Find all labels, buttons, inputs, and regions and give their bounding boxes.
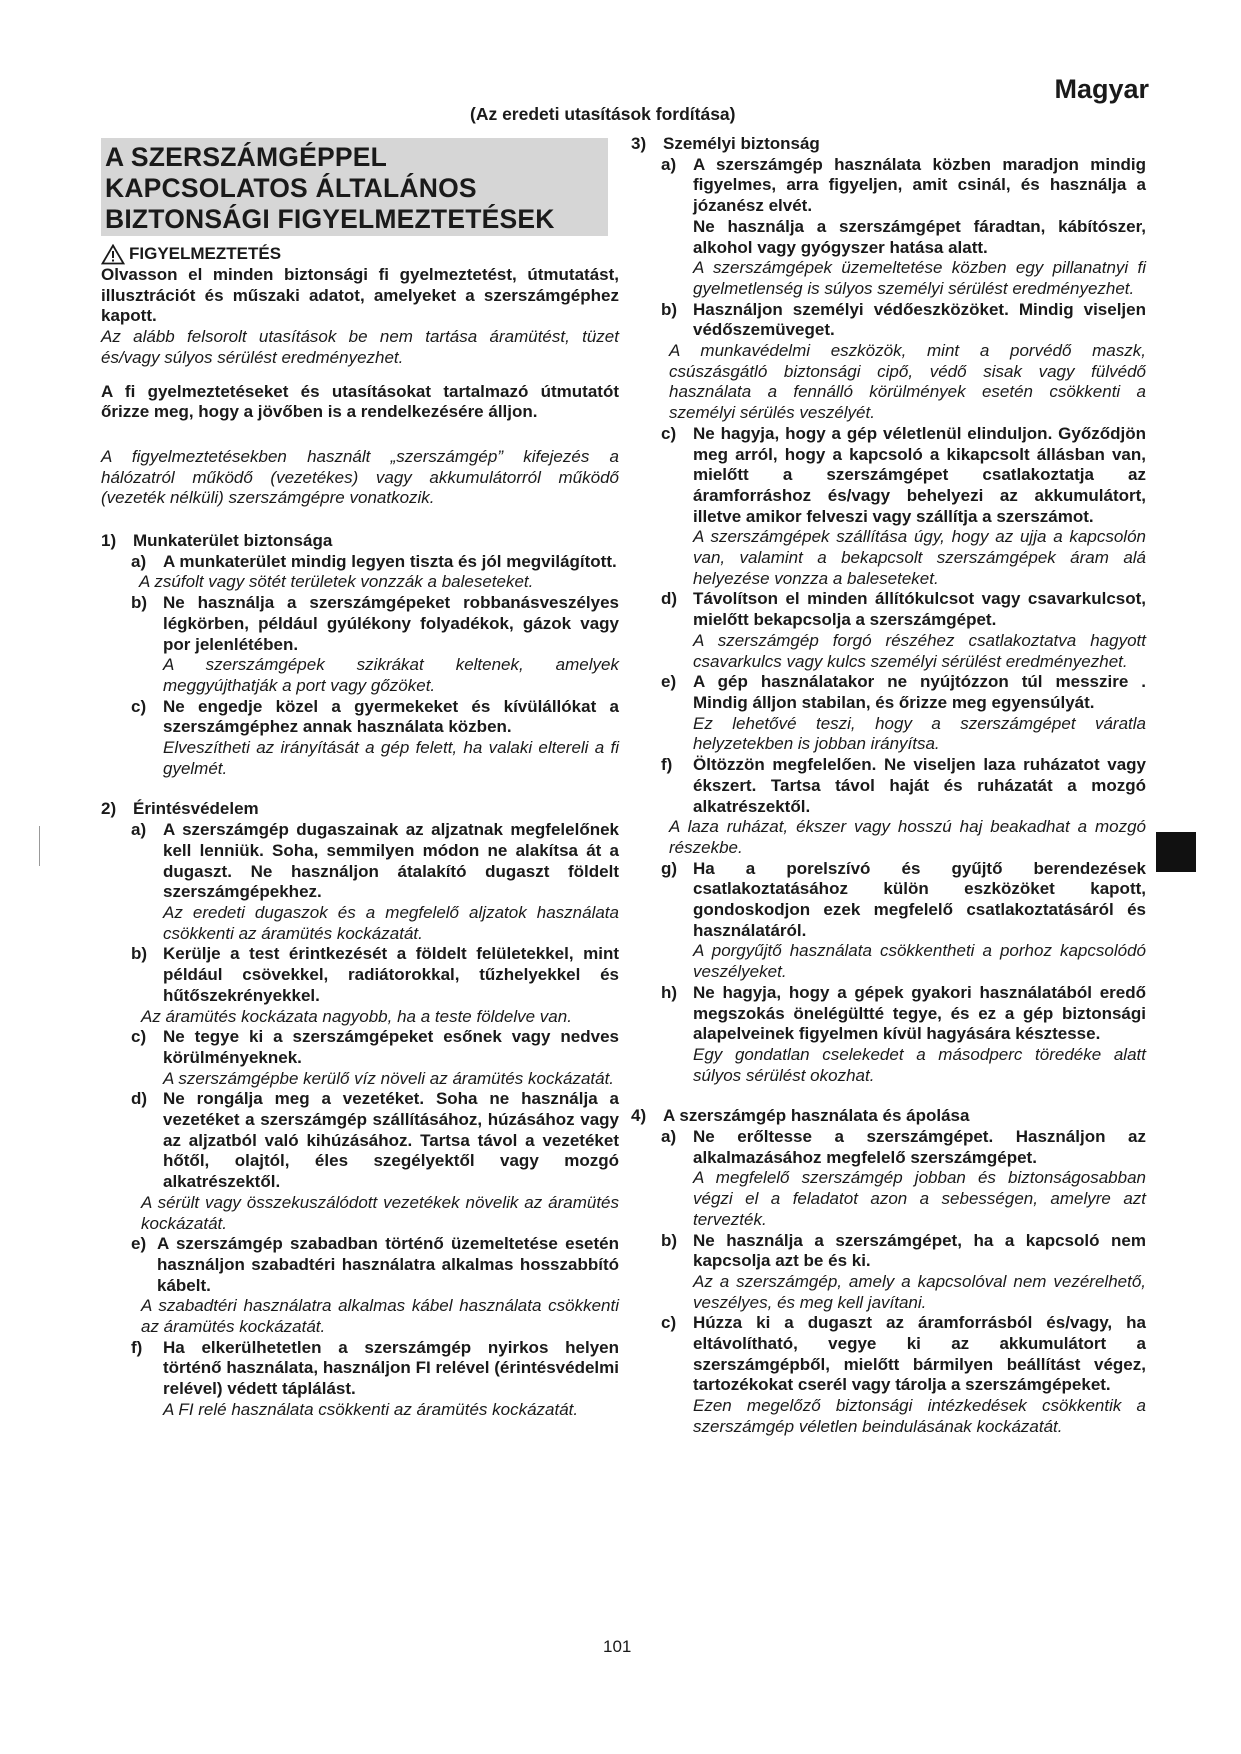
s2-a-label: a) xyxy=(131,820,147,840)
s3-d-italic: A szerszámgép forgó részéhez csatlakoztatva hagyott csavarkulcs vagy kulcs személyi sérülést eredményezhet. xyxy=(693,630,1146,671)
s3-a-bold: A szerszámgép használata közben maradjon mindig figyelmes, arra figyeljen, amit csinál, és használja a józanész elvét. xyxy=(693,154,1146,216)
section-4-title: A szerszámgép használata és ápolása xyxy=(663,1106,970,1126)
s3-item-f xyxy=(661,755,1146,817)
banner-line-3: BIZTONSÁGI FIGYELMEZTETÉSEK xyxy=(105,204,555,234)
s4-a-bold: Ne erőltesse a szerszámgépet. Használjon az alkalmazásához megfelelő szerszámgépet. xyxy=(693,1127,1146,1167)
s3-item-g xyxy=(661,859,1146,942)
section-3-title: Személyi biztonság xyxy=(663,134,820,153)
s4-c-italic: Ezen megelőző biztonsági intézkedések csökkentik a szerszámgép véletlen beindulásának kockázatát. xyxy=(693,1396,1146,1436)
s2-d-bold: Ne rongálja meg a vezetéket. Soha ne használja a vezetéket a szerszámgép szállításához, húzásához vagy az aljzatból való kihúzásához. Tartsa távol a vezetéket hőtől, olajtól, éles szegélyektől vagy mozgó alkatrészektől. xyxy=(163,1089,619,1192)
s3-item-c xyxy=(661,424,1146,528)
s1-c-label: c) xyxy=(131,696,147,716)
section-4-number: 4) xyxy=(631,1106,647,1126)
s3-g-label: g) xyxy=(661,858,678,878)
section-banner xyxy=(101,138,608,236)
s4-b-bold: Ne használja a szerszámgépet, ha a kapcsoló nem kapcsolja azt be és ki. xyxy=(693,1230,1146,1271)
s1-c-bold: Ne engedje közel a gyermekeket és kívülállókat a szerszámgéphez annak használata közben. xyxy=(163,696,619,737)
s2-b-italic: Az áramütés kockázata nagyobb, ha a teste földelve van. xyxy=(141,1006,572,1026)
s2-item-b xyxy=(131,944,619,1006)
section-1-heading xyxy=(101,531,619,552)
right-column xyxy=(631,134,1146,1438)
s4-a-italic: A megfelelő szerszámgép jobban és biztonságosabban végzi el a feladatot azon a sebességen, amelyre azt tervezték. xyxy=(693,1168,1146,1229)
s2-e-bold: A szerszámgép szabadban történő üzemeltetése esetén használjon szabadtéri használatra alkalmas hosszabbító kábelt. xyxy=(157,1234,619,1295)
s3-b-bold: Használjon személyi védőeszközöket. Mindig viseljen védőszemüveget. xyxy=(693,299,1146,340)
s2-d-label: d) xyxy=(131,1089,148,1109)
s1-b-bold: Ne használja a szerszámgépeket robbanásveszélyes légkörben, például gyúlékony folyadékok, gázok vagy por jelenlétében. xyxy=(163,593,619,654)
s4-item-c xyxy=(661,1313,1146,1396)
s3-d-bold: Távolítson el minden állítókulcsot vagy csavarkulcsot, mielőtt bekapcsolja a szerszámgépet. xyxy=(693,589,1146,630)
s3-e-bold: A gép használatakor ne nyújtózzon túl messzire . Mindig álljon stabilan, és őrizze meg egyensúlyát. xyxy=(693,672,1146,712)
language-tab-marker xyxy=(1156,832,1196,872)
left-column xyxy=(101,244,619,1421)
s2-f-bold: Ha elkerülhetetlen a szerszámgép nyirkos helyen történő használata, használjon FI relével (érintésvédelmi relével) védett táplálást. xyxy=(163,1337,619,1399)
s4-b-italic: Az a szerszámgép, amely a kapcsolóval nem vezérelhető, veszélyes, és meg kell javítani. xyxy=(693,1271,1146,1312)
s1-c-italic: Elveszítheti az irányítását a gép felett, ha valaki eltereli a fi gyelmét. xyxy=(163,738,619,778)
translation-subtitle: (Az eredeti utasítások fordítása) xyxy=(470,104,736,124)
banner-line-2: KAPCSOLATOS ÁLTALÁNOS xyxy=(105,173,477,203)
s2-b-bold: Kerülje a test érintkezését a földelt felületekkel, mint például csövekkel, radiátorokkal, tűzhelyekkel és hűtőszekrényekkel. xyxy=(163,944,619,1005)
s3-item-e xyxy=(661,672,1146,713)
section-2-title: Érintésvédelem xyxy=(133,799,259,819)
s3-g-bold: Ha a porelszívó és gyűjtő berendezések csatlakoztatásához külön eszközöket kapott, gondoskodjon ezek megfelelő csatlakoztatásáról és használatáról. xyxy=(693,858,1146,940)
s2-item-d xyxy=(131,1089,619,1193)
banner-line-1: A SZERSZÁMGÉPPEL xyxy=(105,142,387,172)
s3-f-bold: Öltözzön megfelelően. Ne viseljen laza ruházatot vagy ékszert. Tartsa távol haját és ruházatát a mozgó alkatrészektől. xyxy=(693,755,1146,816)
section-3-number: 3) xyxy=(631,134,647,153)
s1-a-italic: A zsúfolt vagy sötét területek vonzzák a baleseteket. xyxy=(139,572,534,592)
s4-c-bold: Húzza ki a dugaszt az áramforrásból és/vagy, ha eltávolítható, vegye ki az akkumulátort a szerszámgépből, mielőtt bármilyen beállítást végez, tartozékokat cserél vagy tárolja a szerszámgépeket. xyxy=(693,1313,1146,1395)
s3-e-label: e) xyxy=(661,672,677,692)
s3-c-italic: A szerszámgépek szállítása úgy, hogy az ujja a kapcsolón van, valamint a bekapcsolt szerszámgépek áram alá helyezése vonzza a baleseteket. xyxy=(693,527,1146,588)
section-3-heading xyxy=(631,134,1146,155)
s1-a-label: a) xyxy=(131,551,147,571)
s3-b-italic: A munkavédelmi eszközök, mint a porvédő maszk, csúszásgátló biztonsági cipő, védő sisak vagy fülvédő használata a fennálló körülmények esetén csökkenti a személyi sérülés veszélyét. xyxy=(669,341,1146,423)
s2-f-italic: A FI relé használata csökkenti az áramütés kockázatát. xyxy=(163,1399,579,1419)
s1-b-italic: A szerszámgépek szikrákat keltenek, amelyek meggyújthatják a port vagy gőzöket. xyxy=(163,655,619,695)
s2-a-bold: A szerszámgép dugaszainak az aljzatnak megfelelőnek kell lenniük. Soha, semmilyen módon ne alakítsa át a dugaszt. Ne használjon átalakító dugaszt földelt szerszámgépekhez. xyxy=(163,820,619,902)
s3-item-b xyxy=(661,300,1146,341)
s3-f-label: f) xyxy=(661,755,673,775)
s1-b-label: b) xyxy=(131,593,148,613)
warning-bold-text: Olvasson el minden biztonsági fi gyelmeztetést, útmutatást, illusztrációt és műszaki adatot, amelyeket a szerszámgéphez kapott. xyxy=(101,265,619,326)
s2-f-label: f) xyxy=(131,1337,143,1357)
s4-item-a xyxy=(661,1127,1146,1168)
s3-b-label: b) xyxy=(661,299,678,319)
s3-g-italic: A porgyűjtő használata csökkentheti a porhoz kapcsolódó veszélyeket. xyxy=(693,941,1146,982)
section-1-title: Munkaterület biztonsága xyxy=(133,531,333,551)
warning-triangle-icon xyxy=(101,244,125,265)
warning-heading xyxy=(101,244,619,265)
s4-item-b xyxy=(661,1231,1146,1272)
s1-item-c xyxy=(131,697,619,738)
section-2-number: 2) xyxy=(101,799,117,819)
s3-e-italic: Ez lehetővé teszi, hogy a szerszámgépet váratla helyzetekben is jobban irányítsa. xyxy=(693,713,1146,754)
warning-italic-text: Az alább felsorolt utasítások be nem tartása áramütést, tüzet és/vagy súlyos sérülést eredményezhet. xyxy=(101,327,619,367)
s4-b-label: b) xyxy=(661,1230,678,1250)
keep-instructions-text: A fi gyelmeztetéseket és utasításokat tartalmazó útmutatót őrizze meg, hogy a jövőben is a rendelkezésére álljon. xyxy=(101,381,619,422)
s3-item-h xyxy=(661,983,1146,1045)
s3-d-label: d) xyxy=(661,589,678,609)
section-4-heading xyxy=(631,1106,1146,1127)
section-2-heading xyxy=(101,799,619,820)
s4-a-label: a) xyxy=(661,1127,677,1147)
s2-b-label: b) xyxy=(131,944,148,964)
section-1-number: 1) xyxy=(101,531,117,551)
s1-item-b xyxy=(131,593,619,655)
s2-item-f xyxy=(131,1338,619,1400)
definition-text: A figyelmeztetésekben használt „szerszámgép” kifejezés a hálózatról működő (vezetékes) vagy akkumulátorról működő (vezeték nélküli) szerszámgépre vonatkozik. xyxy=(101,446,619,508)
s3-f-italic: A laza ruházat, ékszer vagy hosszú haj beakadhat a mozgó részekbe. xyxy=(669,817,1146,857)
s2-e-italic: A szabadtéri használatra alkalmas kábel használata csökkenti az áramütés kockázatát. xyxy=(141,1296,619,1337)
s4-c-label: c) xyxy=(661,1313,677,1333)
language-label: Magyar xyxy=(1054,74,1149,104)
s3-h-italic: Egy gondatlan cselekedet a másodperc töredéke alatt súlyos sérülést okozhat. xyxy=(693,1044,1146,1085)
s3-a-italic: A szerszámgépek üzemeltetése közben egy pillanatnyi fi gyelmetlenség is súlyos személyi sérülést eredményezhet. xyxy=(693,258,1146,298)
s3-a-bold-2: Ne használja a szerszámgépet fáradtan, kábítószer, alkohol vagy gyógyszer hatása alatt. xyxy=(693,216,1146,257)
s2-a-italic: Az eredeti dugaszok és a megfelelő aljzatok használata csökkenti az áramütés kockázatát. xyxy=(163,902,619,943)
s3-a-label: a) xyxy=(661,154,677,174)
warning-title: FIGYELMEZTETÉS xyxy=(129,244,282,264)
s2-item-c xyxy=(131,1027,619,1068)
s2-e-label: e) xyxy=(131,1234,147,1254)
s3-c-bold: Ne hagyja, hogy a gép véletlenül elinduljon. Győződjön meg arról, hogy a kapcsoló a kikapcsolt állásban van, mielőtt a szerszámgépet csatlakoztatja az áramforráshoz és/vagy behelyezi az akkumulátort, illetve amikor felveszi vagy szállítja a szerszámot. xyxy=(693,423,1146,526)
s2-d-italic: A sérült vagy összekuszálódott vezetékek növelik az áramütés kockázatát. xyxy=(141,1192,619,1233)
s3-h-label: h) xyxy=(661,982,678,1002)
s2-item-e xyxy=(131,1234,619,1296)
s2-c-italic: A szerszámgépbe kerülő víz növeli az áramütés kockázatát. xyxy=(163,1068,615,1088)
s2-c-bold: Ne tegye ki a szerszámgépeket esőnek vagy nedves körülményeknek. xyxy=(163,1027,619,1067)
s2-item-a xyxy=(131,820,619,903)
scan-edge-mark xyxy=(39,826,40,866)
s2-c-label: c) xyxy=(131,1027,147,1047)
page-number: 101 xyxy=(603,1637,632,1656)
s1-a-bold: A munkaterület mindig legyen tiszta és jól megvilágított. xyxy=(163,551,617,571)
s3-h-bold: Ne hagyja, hogy a gépek gyakori használatából eredő megszokás önelégültté tegye, és ez a gép biztonsági alapelveinek figyelmen kívül hagyására késztesse. xyxy=(693,982,1146,1044)
s3-c-label: c) xyxy=(661,423,677,443)
s3-item-d xyxy=(661,589,1146,630)
s1-item-a xyxy=(131,552,619,573)
s3-item-a xyxy=(661,155,1146,217)
